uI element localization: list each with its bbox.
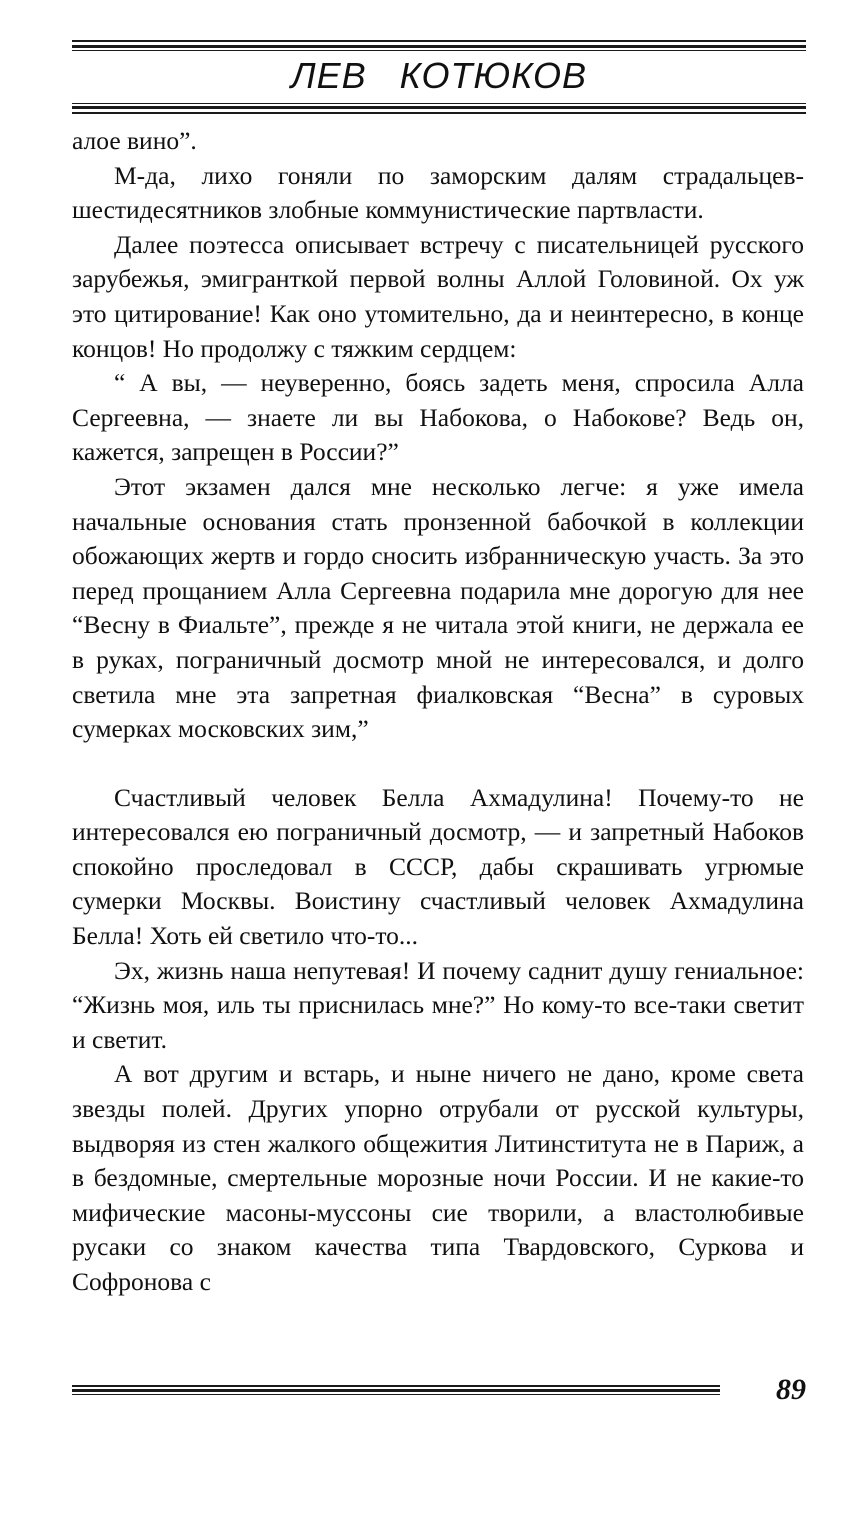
paragraph: Счастливый человек Белла Ахмадулина! Почему-то не интересовался ею пограничный досмотр, — и запретный Набоков спокойно проследовал в СССР, дабы скрашивать угрюмые сумерки Москвы. Воистину счастливый человек Ахмадулина Белла! Хоть ей светило что-то... [72,782,804,951]
paragraph: Далее поэтесса описывает встречу с писательницей русского зарубежья, эмигранткой первой волны Аллой Головиной. Ох уж это цитирование! Как оно утомительно, да и неинтересно, в конце концов! Но продолжу с тяжким сердцем: [72,229,804,363]
paragraph: М-да, лихо гоняли по заморским далям страдальцев-шестидесятников злобные коммунистические партвласти. [72,160,804,225]
paragraph: Эх, жизнь наша непутевая! И почему саднит душу гениальное: “Жизнь моя, иль ты приснилась мне?” Но кому-то все-таки светит и светит. [72,955,804,1054]
paragraph: Этот экзамен дался мне несколько легче: я уже имела начальные основания стать пронзенной бабочкой в коллекции обожающих жертв и гордо сносить избранническую участь. За это перед прощанием Алла Сергеевна подарила мне дорогую для нее “Весну в Фиальте”, прежде я не читала этой книги, не держала ее в руках, пограничный досмотр мной не интересовался, и долго светила мне эта запретная фиалковская “Весна” в суровых сумерках московских зим,” [72,471,804,744]
running-header-author: ЛЕВ КОТЮКОВ [290,55,588,96]
header-top-rule [72,38,806,52]
page-number: 89 [776,1373,806,1406]
paragraph: “ А вы, — неуверенно, боясь задеть меня, спросила Алла Сергеевна, — знаете ли вы Набокова, о Набокове? Ведь он, кажется, запрещен в России?” [72,368,804,467]
page-body [72,124,804,1300]
paragraph: А вот другим и встарь, и ныне ничего не дано, кроме света звезды полей. Других упорно отрубали от русской культуры, выдворяя из стен жалкого общежития Литинститута не в Париж, а в бездомные, смертельные морозные ночи России. И не какие-то мифические масоны-муссоны сие творили, а властолюбивые русаки со знаком качества типа Твардовского, Суркова и Софронова с [72,1059,804,1296]
paragraph: алое вино”. [72,126,197,155]
footer-rule [72,1384,720,1398]
header-bottom-rule [72,102,806,116]
